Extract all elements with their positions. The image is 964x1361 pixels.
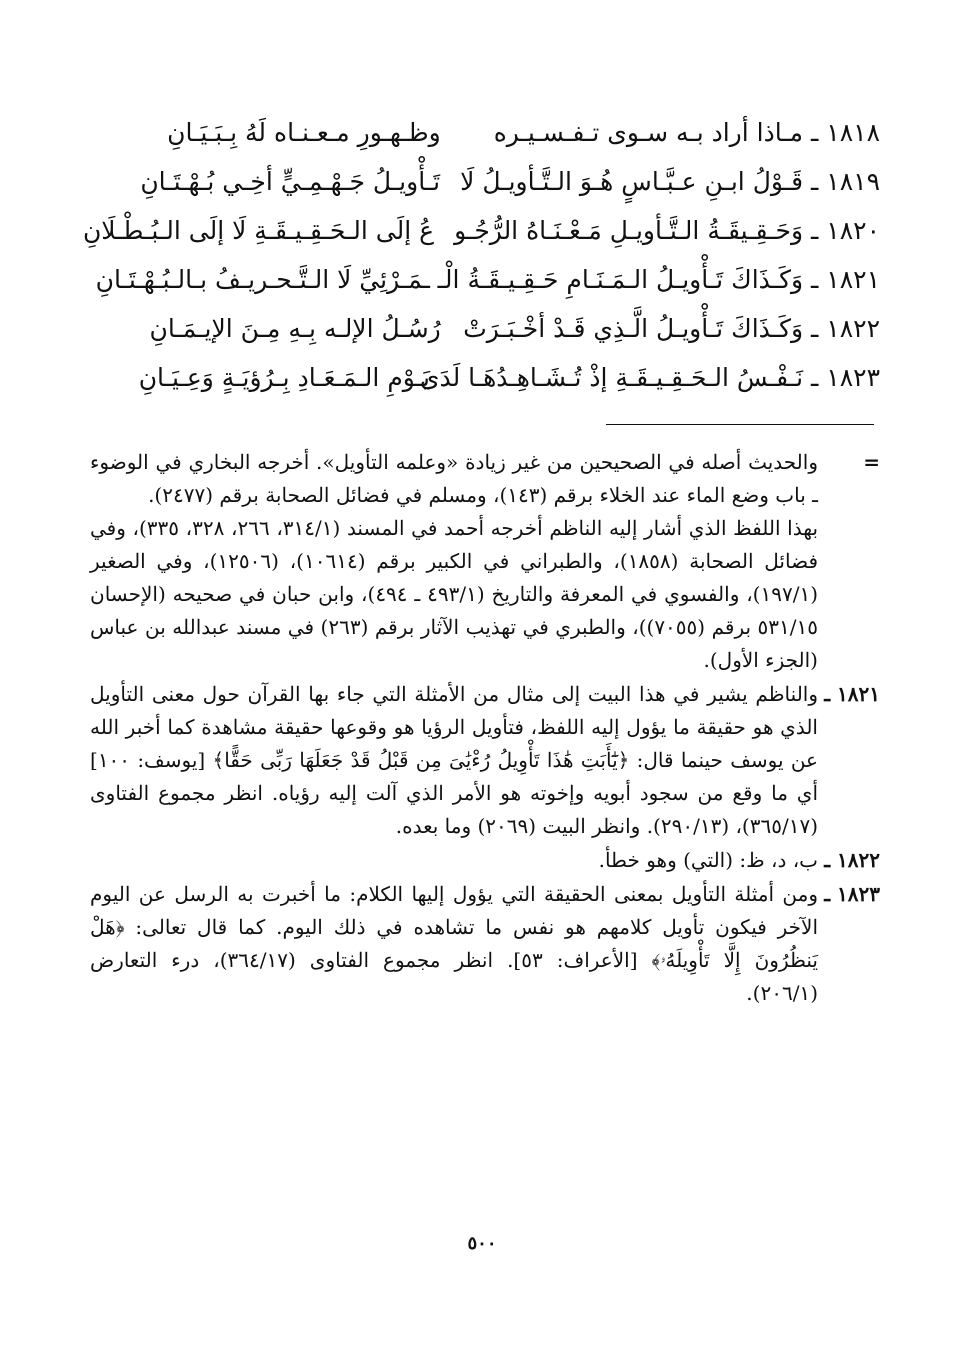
verse-line [80,353,880,402]
page-number: ٥٠٠ [467,1233,497,1254]
verse-second-hemistich: يَـوْمِ الـمَـعَـادِ بِـرُؤيَـةٍ وَعِـيَـانِ [138,363,430,392]
footnote [90,878,880,1010]
footnote-body [90,678,818,843]
footnote [90,844,880,877]
footnote-divider [606,424,874,425]
verse-line [80,157,880,206]
verse-first-hemistich: ١٨١٨ ـ مـاذا أراد بـه سـوى تـفـسـيـره [493,118,880,147]
verse-first-hemistich: ١٨١٩ ـ قَـوْلُ ابـنِ عـبَّـاسٍ هُـوَ الـتَّـأويـلُ لَا [460,167,880,196]
verse-line [80,304,880,353]
footnote [90,678,880,843]
verse-line [80,206,880,255]
footnote-body [90,446,818,677]
footnote-paragraph: والحديث أصله في الصحيحين من غير زيادة «وعلمه التأويل». أخرجه البخاري في الوضوء ـ باب وضع الماء عند الخلاء برقم (١٤٣)، ومسلم في فضائل الصحابة برقم (٢٤٧٧). [90,450,818,507]
verse-line [80,108,880,157]
verse-second-hemistich: تَـأْويـلُ جَـهْـمِـيٍّ أخِـي بُـهْـتَـانِ [140,167,441,196]
verse-first-hemistich: ١٨٢٠ ـ وَحَـقِـيقَـةُ الـتَّـأويـلِ مَـعْـنَـاهُ الرُّجُـو [454,216,880,245]
poem-verses [80,108,880,402]
verse-second-hemistich: عُ إلَى الـحَـقِـيـقَـةِ لَا إلَى الـبُـطْـلَانِ [82,216,435,245]
verse-first-hemistich: ١٨٢١ ـ وَكَـذَاكَ تَـأْويـلُ الـمَـنَـامِ حَـقِـيـقَـةُ الْـ [437,265,880,294]
verse-second-hemistich: وظـهـورِ مـعـنـاه لَهُ بِـبَـيَـانِ [167,118,441,147]
verse-first-hemistich: ١٨٢٣ ـ نَـفْـسُ الـحَـقِـيـقَـةِ إذْ تُـشَـاهِـدُهَـا لَدَى [419,363,880,392]
footnotes [90,446,880,1011]
verse-first-hemistich: ١٨٢٢ ـ وَكَـذَاكَ تَـأْويـلُ الَّـذِي قَـدْ أخْـبَـرَتْ [463,314,880,343]
verse-second-hemistich: رُسُـلُ الإلـه بِـهِ مِـنَ الإيـمَـانِ [149,314,441,343]
footnote-marker: ١٨٢٢ ـ [824,848,880,872]
footnote-paragraph: ب، د، ظ: (التي) وهو خطأ. [598,848,818,872]
verse-second-hemistich: ـمَـرْئِيِّ لَا الـتَّـحـريـفُ بـالـبُـهْـتَـانِ [95,265,430,294]
footnote-marker: ١٨٢١ ـ [824,682,880,706]
footnote-marker: = [863,450,880,474]
footnote-paragraph: ومن أمثلة التأويل بمعنى الحقيقة التي يؤول إليها الكلام: ما أخبرت به الرسل عن اليوم الآخر فيكون تأويل كلامهم هو نفس ما تشاهده في ذلك اليوم. كما قال تعالى: ﴿هَلْ يَنظُرُونَ إِلَّا تَأْوِيلَهُۥ﴾ [الأعراف: ٥٣]. انظر مجموع الفتاوى (٣٦٤/١٧)، درء التعارض (٢٠٦/١). [90,882,818,1005]
footnote-body [90,844,818,877]
footnote [90,446,880,677]
verse-line [80,255,880,304]
footnote-paragraph: بهذا اللفظ الذي أشار إليه الناظم أخرجه أحمد في المسند (٣١٤/١، ٢٦٦، ٣٢٨، ٣٣٥)، وفي فضائل الصحابة (١٨٥٨)، والطبراني في الكبير برقم (١٠٦١٤)، (١٢٥٠٦)، وفي الصغير (١٩٧/١)، والفسوي في المعرفة والتاريخ (٤٩٣/١ ـ ٤٩٤)، وابن حبان في صحيحه (الإحسان ٥٣١/١٥ برقم (٧٠٥٥))، والطبري في تهذيب الآثار برقم (٢٦٣) في مسند عبدالله بن عباس (الجزء الأول). [90,516,819,672]
footnote-paragraph: والناظم يشير في هذا البيت إلى مثال من الأمثلة التي جاء بها القرآن حول معنى التأويل الذي هو حقيقة ما يؤول إليه اللفظ، فتأويل الرؤيا هو وقوعها حقيقة مشاهدة كما أخبر الله عن يوسف حينما قال: ﴿يَٰٓأَبَتِ هَٰذَا تَأْوِيلُ رُءْيَٰىَ مِن قَبْلُ قَدْ جَعَلَهَا رَبِّى حَقًّا﴾ [يوسف: ١٠٠] أي ما وقع من سجود أبويه وإخوته هو الأمر الذي آلت إليه رؤياه. انظر مجموع الفتاوى (٣٦٥/١٧)، (٢٩٠/١٣). وانظر البيت (٢٠٦٩) وما بعده. [90,682,818,838]
footnote-body [90,878,818,1010]
footnote-marker: ١٨٢٣ ـ [824,882,880,906]
